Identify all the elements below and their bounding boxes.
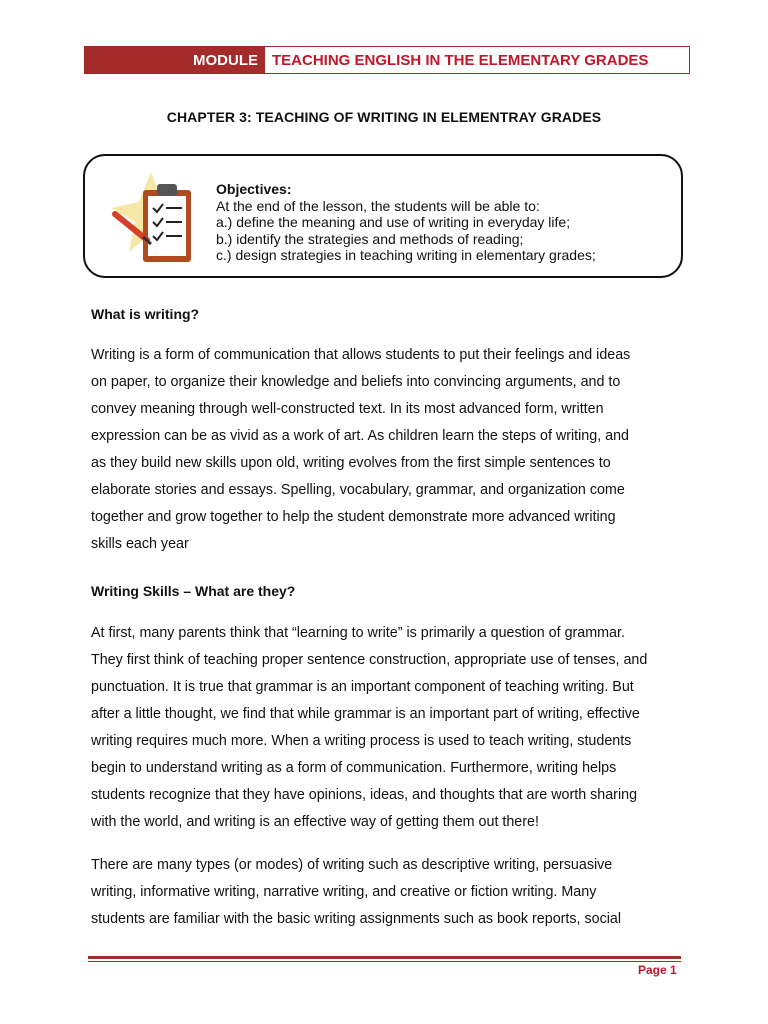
footer-divider bbox=[88, 956, 681, 959]
paragraph bbox=[91, 852, 691, 933]
chapter-title: CHAPTER 3: TEACHING OF WRITING IN ELEMENTRAY GRADES bbox=[166, 109, 602, 125]
clipboard-checklist-icon bbox=[107, 168, 203, 272]
objectives-text bbox=[216, 181, 596, 264]
objective-item: c.) design strategies in teaching writing in elementary grades; bbox=[216, 247, 596, 263]
objectives-box bbox=[83, 154, 683, 278]
paragraph-line: punctuation. It is true that grammar is an important component of teaching writing. But bbox=[91, 679, 634, 695]
paragraph-line: as they build new skills upon old, writing evolves from the first simple sentences to bbox=[91, 455, 611, 471]
paragraph-line: writing, informative writing, narrative writing, and creative or fiction writing. Many bbox=[91, 884, 597, 900]
paragraph-line: students recognize that they have opinions, ideas, and thoughts that are worth sharing bbox=[91, 787, 638, 803]
paragraph-line: skills each year bbox=[91, 536, 189, 552]
paragraph-line: Writing is a form of communication that allows students to put their feelings and ideas bbox=[91, 347, 631, 363]
paragraph-line: with the world, and writing is an effective way of getting them out there! bbox=[91, 814, 539, 830]
paragraph-line: begin to understand writing as a form of communication. Furthermore, writing helps bbox=[91, 760, 617, 776]
paragraph-line: convey meaning through well-constructed text. In its most advanced form, written bbox=[91, 401, 604, 417]
objectives-title: Objectives: bbox=[216, 181, 292, 197]
paragraph-line: They first think of teaching proper sentence construction, appropriate use of tenses, and bbox=[91, 652, 648, 668]
paragraph bbox=[91, 620, 691, 836]
paragraph-line: writing requires much more. When a writing process is used to teach writing, students bbox=[91, 733, 632, 749]
objectives-intro: At the end of the lesson, the students will be able to: bbox=[216, 197, 540, 214]
page-number: Page 1 bbox=[638, 963, 677, 977]
paragraph-line: after a little thought, we find that while grammar is an important part of writing, effective bbox=[91, 706, 640, 722]
module-header bbox=[84, 46, 690, 74]
objective-item: a.) define the meaning and use of writing in everyday life; bbox=[216, 214, 571, 230]
paragraph-line: on paper, to organize their knowledge and beliefs into convincing arguments, and to bbox=[91, 374, 621, 390]
paragraph bbox=[91, 342, 691, 558]
paragraph-line: elaborate stories and essays. Spelling, vocabulary, grammar, and organization come bbox=[91, 482, 625, 498]
module-title: TEACHING ENGLISH IN THE ELEMENTARY GRADES bbox=[264, 46, 690, 74]
paragraph-line: There are many types (or modes) of writing such as descriptive writing, persuasive bbox=[91, 857, 613, 873]
paragraph-line: students are familiar with the basic writing assignments such as book reports, social bbox=[91, 911, 622, 927]
section-heading: What is writing? bbox=[91, 306, 200, 322]
footer-divider-thin bbox=[88, 961, 681, 962]
paragraph-line: expression can be as vivid as a work of art. As children learn the steps of writing, and bbox=[91, 428, 629, 444]
objective-item: b.) identify the strategies and methods of reading; bbox=[216, 230, 524, 247]
paragraph-line: At first, many parents think that “learning to write” is primarily a question of grammar. bbox=[91, 625, 625, 641]
paragraph-line: together and grow together to help the student demonstrate more advanced writing bbox=[91, 509, 616, 525]
module-label: MODULE bbox=[84, 46, 264, 74]
section-heading: Writing Skills – What are they? bbox=[91, 583, 296, 599]
